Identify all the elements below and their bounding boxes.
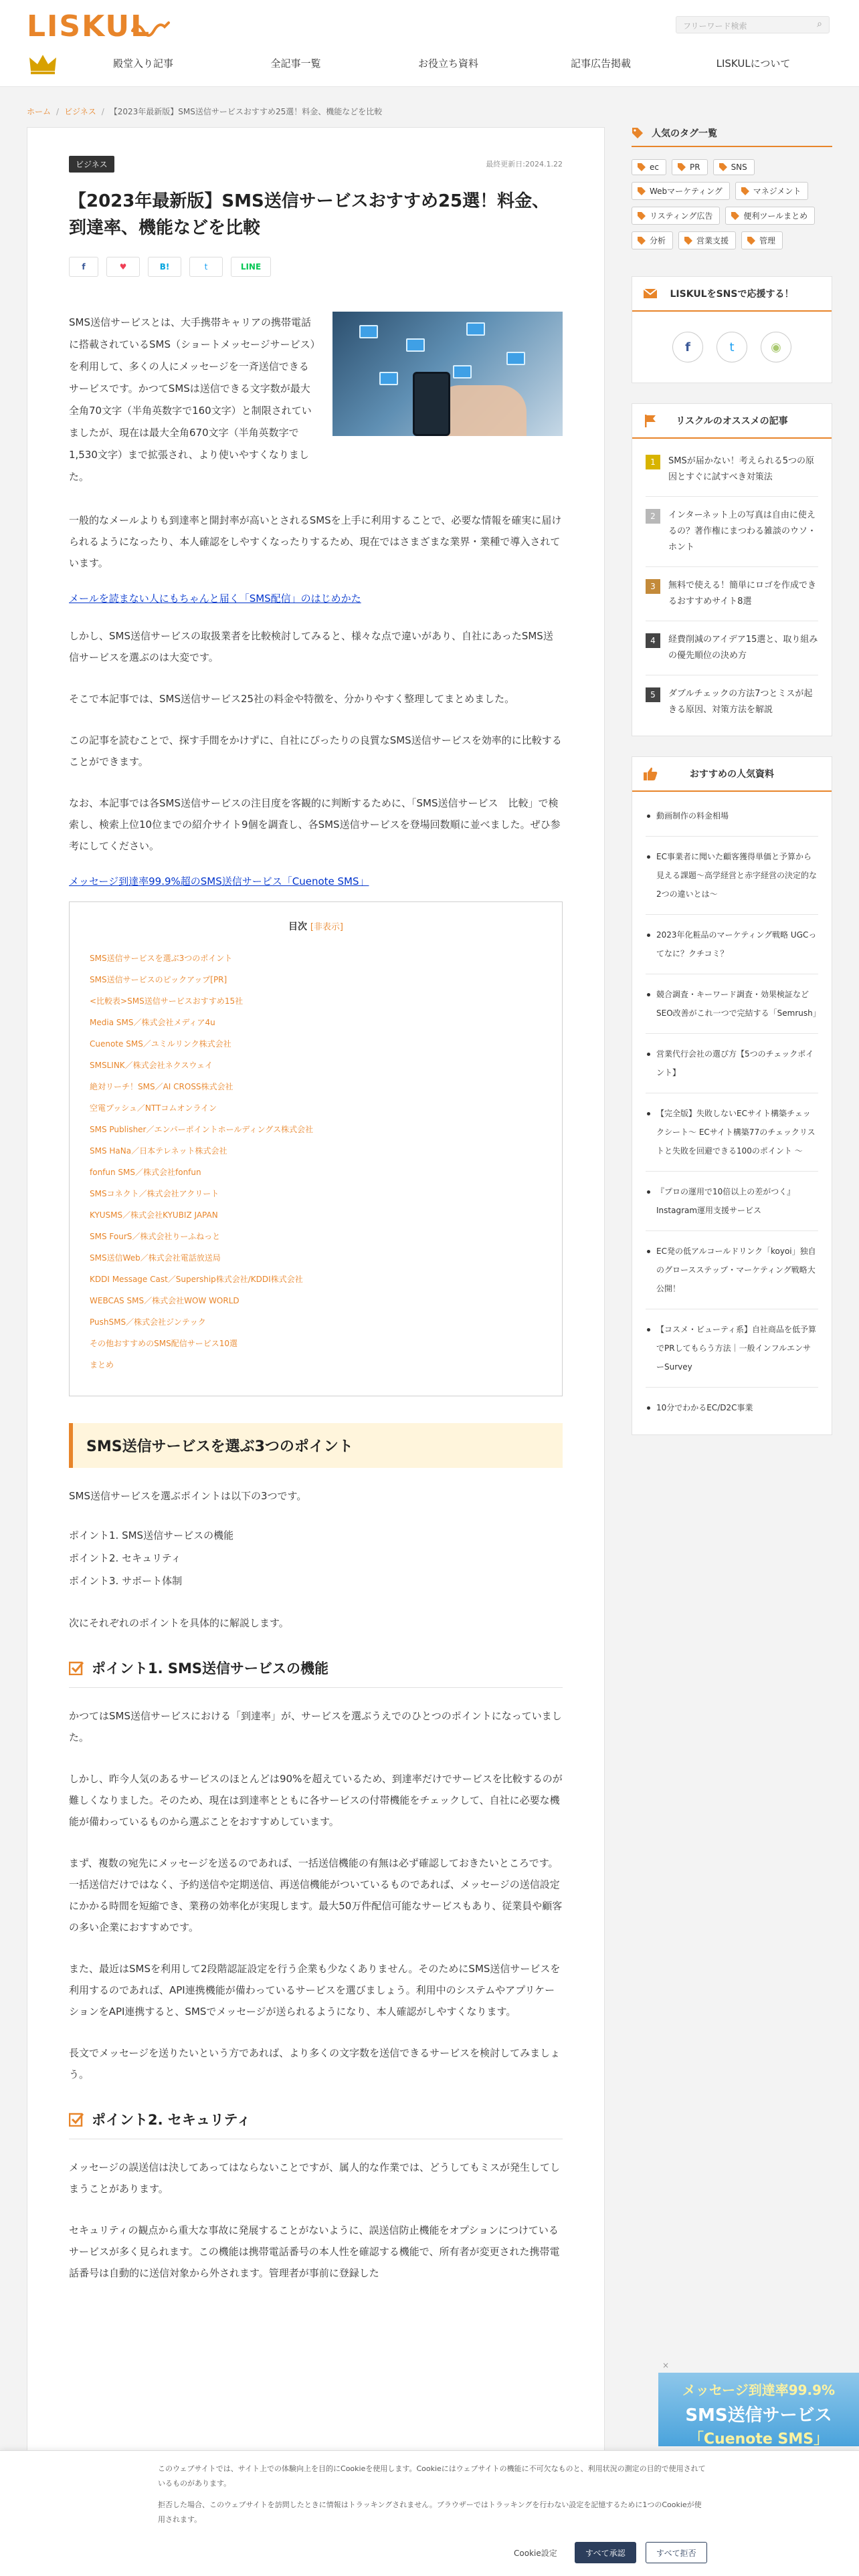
rank-badge: 1 [646, 455, 660, 469]
article-meta [69, 156, 563, 173]
rank-badge: 3 [646, 579, 660, 594]
nav-hall-of-fame[interactable]: 殿堂入り記事 [112, 58, 173, 70]
toc-item[interactable]: SMS送信Web／株式会社電話放送局 [90, 1253, 221, 1263]
ranking-item[interactable] [646, 567, 818, 621]
intro-text: SMS送信サービスとは、大手携帯キャリアの携帯電話に搭載されているSMS（ショートメッセージサービス）を利用して、多くの人にメッセージを一斉送信できるサービスです。かつてSMSは送信できる文字数が最大全角70文字（半角英数字で160文字）と制限されていましたが、現在は最大全角670文字（半角英数字で1,530文字）まで拡張され、より使いやすくなりました。 [69, 316, 316, 483]
toc-item[interactable]: SMS FourS／株式会社りーふねっと [90, 1231, 221, 1241]
document-item[interactable]: 動画制作の料金相場 [646, 796, 818, 837]
envelope-icon [379, 372, 398, 385]
paragraph: 一般的なメールよりも到達率と開封率が高いとされるSMSを上手に利用することで、必要な情報を確実に届けられるようになったり、本人確認をしやすくなったりするため、現在ではさまざまな業界・業種で導入されています。 [69, 514, 562, 569]
breadcrumb-separator: / [101, 107, 104, 116]
share-twitter-button[interactable]: t [189, 257, 223, 277]
tag-link[interactable] [735, 182, 809, 200]
toc-item[interactable]: Media SMS／株式会社メディア4u [90, 1017, 215, 1027]
tag-icon [678, 163, 686, 171]
crown-icon [28, 52, 58, 75]
envelope-icon [466, 322, 485, 336]
paragraph: また、最近はSMSを利用して2段階認証設定を行う企業も少なくありません。そのためにSMS送信サービスを利用するのであれば、API連携機能が備わっているサービスを選びましょう。利用中のシステムやアプリケーションをAPI連携すると、SMSでメッセージが送られるようになり、本人確認がしやすくなります。 [69, 1962, 561, 2018]
paragraph: まず、複数の宛先にメッセージを送るのであれば、一括送信機能の有無は必ず確認しておきたいところです。一括送信だけではなく、予約送信や定期送信、再送信機能がついているものであれば、メッセージの送信設定にかかる時間を短縮でき、業務の効率化が実現します。最大50万件配信可能なサービスもあり、従業員や顧客の多い企業におすすめです。 [69, 1856, 563, 1933]
flag-icon [643, 413, 658, 428]
social-follow-header [632, 277, 832, 312]
tag-icon [638, 163, 646, 171]
paragraph: メッセージの誤送信は決してあってはならないことですが、属人的な作業では、どうしてもミスが発生してしまうことがあります。 [69, 2161, 560, 2195]
search-placeholder: フリーワード検索 [683, 21, 747, 31]
tag-icon [638, 237, 646, 245]
tag-icon [638, 187, 646, 195]
tag-label: Webマーケティング [650, 187, 723, 196]
tag-icon [741, 187, 749, 195]
social-follow-title: LISKULをSNSで応援する！ [670, 289, 794, 300]
section-heading: SMS送信サービスを選ぶ3つのポイント [69, 1423, 563, 1468]
sms-guide-link[interactable]: メールを読まない人にもちゃんと届く「SMS配信」のはじめかた [69, 592, 361, 605]
cookie-settings-button[interactable]: Cookie設定 [514, 2548, 557, 2558]
document-item[interactable]: 営業代行会社の選び方【5つのチェックポイント】 [646, 1034, 818, 1093]
paragraph: しかし、昨今人気のあるサービスのほとんどは90%を超えているため、到達率だけでサービスを比較するのが難しくなりました。そのため、現在は到達率とともに各サービスの付帯機能をチェックして、自社に必要な機能が備わっているものから選ぶことをおすすめしています。 [69, 1772, 563, 1828]
nav-about[interactable]: LISKULについて [716, 58, 791, 70]
tag-link[interactable] [725, 207, 815, 225]
check-icon [69, 1660, 84, 1675]
toc-toggle-button[interactable]: [非表示] [310, 922, 344, 932]
rss-icon[interactable]: ◉ [761, 332, 791, 362]
cookie-text [158, 2462, 706, 2527]
tag-label: ec [650, 163, 659, 172]
hero-image [332, 312, 563, 436]
document-item[interactable]: 10分でわかるEC/D2C事業 [646, 1388, 818, 1428]
article [27, 127, 605, 2576]
share-facebook-button[interactable]: f [69, 257, 98, 277]
point-item: ポイント3. サポート体制 [69, 1574, 183, 1587]
cookie-consent-bar [0, 2450, 859, 2576]
social-buttons [632, 312, 832, 383]
tag-cloud [632, 147, 832, 256]
ranking-item[interactable] [646, 675, 818, 729]
logo-wave-icon [131, 20, 171, 40]
paragraph: この記事を読むことで、探す手間をかけずに、自社にぴったりの良質なSMS送信サービスを効率的に比較することができます。 [69, 734, 562, 768]
banner-line: SMS送信サービス [685, 2405, 832, 2426]
point-item: ポイント2. セキュリティ [69, 1551, 181, 1564]
breadcrumb [27, 106, 382, 117]
documents-list [632, 792, 832, 1434]
ranking-title: 経費削減のアイデア15選と、取り組みの優先順位の決め方 [668, 635, 818, 661]
tag-icon [719, 163, 727, 171]
popular-tags-title: 人気のタグ一覧 [652, 128, 717, 139]
toc-item[interactable]: WEBCAS SMS／株式会社WOW WORLD [90, 1295, 240, 1305]
tag-icon [638, 212, 646, 220]
ranking-item[interactable] [646, 621, 818, 675]
nav-documents[interactable]: お役立ち資料 [417, 58, 478, 70]
breadcrumb-category[interactable]: ビジネス [64, 107, 96, 116]
tag-link[interactable] [632, 159, 666, 175]
tag-link[interactable] [678, 231, 736, 249]
cuenote-link[interactable]: メッセージ到達率99.9%超のSMS送信サービス「Cuenote SMS」 [69, 875, 369, 887]
toc-item[interactable]: SMSLINK／株式会社ネクスウェイ [90, 1060, 213, 1070]
mail-icon [643, 286, 658, 301]
paragraph: セキュリティの観点から重大な事故に発展することがないように、誤送信防止機能をオプションにつけているサービスが多く見られます。この機能は携帯電話番号の本人性を確認する機能で、所有者が変更された携帯電話番号は自動的に送信対象から外されます。管理者が事前に登録した [69, 2224, 560, 2279]
tag-label: 分析 [650, 236, 666, 245]
twitter-icon[interactable]: t [717, 332, 747, 362]
toc-item[interactable]: KDDI Message Cast／Supership株式会社/KDDI株式会社 [90, 1274, 303, 1284]
tag-label: PR [689, 163, 700, 172]
share-buttons [69, 257, 563, 277]
toc-item[interactable]: fonfun SMS／株式会社fonfun [90, 1167, 201, 1177]
tag-label: リスティング広告 [650, 211, 713, 221]
document-item[interactable]: EC発の低アルコールドリンク「koyoi」独自のグロースステップ・マーケティング戦略大公開！ [646, 1231, 818, 1309]
toc-item[interactable]: Cuenote SMS／ユミルリンク株式会社 [90, 1039, 231, 1049]
banner-close-button[interactable]: × [662, 2361, 670, 2370]
toc-item[interactable]: SMS Publisher／エンパーポイントホールディングス株式会社 [90, 1124, 314, 1134]
envelope-icon [406, 338, 425, 352]
cookie-accept-all-button[interactable]: すべて承認 [575, 2542, 636, 2563]
toc-item[interactable]: その他おすすめのSMS配信サービス10選 [90, 1338, 237, 1348]
envelope-icon [359, 325, 378, 338]
popular-documents-box [632, 756, 832, 1435]
check-icon [69, 2112, 84, 2127]
tag-icon [747, 237, 755, 245]
ranking-item[interactable] [646, 443, 818, 497]
cookie-buttons [506, 2542, 707, 2563]
subsection-title: ポイント2. セキュリティ [92, 2111, 251, 2128]
ranking-list [632, 439, 832, 736]
breadcrumb-separator: / [56, 107, 60, 116]
tag-link[interactable] [713, 159, 755, 175]
updated-date: 最終更新日:2024.1.22 [486, 160, 563, 169]
cookie-paragraph: このウェブサイトでは、サイト上での体験向上を目的にCookieを使用します。Cookieにはウェブサイトの機能に不可欠なものと、利用状況の測定の目的で使用されているものがあります。 [158, 2464, 706, 2488]
ranking-title: 無料で使える！簡単にロゴを作成できるおすすめサイト8選 [668, 580, 817, 607]
social-follow-box [632, 276, 832, 383]
toc-header [90, 920, 542, 933]
paragraph: かつてはSMS送信サービスにおける「到達率」が、サービスを選ぶうえでのひとつのポイントになっていました。 [69, 1709, 562, 1743]
tag-icon [731, 212, 739, 220]
share-line-button[interactable]: LINE [231, 257, 271, 277]
tag-icon [684, 237, 692, 245]
search-icon[interactable]: ⌕ [817, 19, 822, 29]
document-item[interactable]: 【コスメ・ビューティ系】自社商品を低予算でPRしてもらう方法｜一般インフルエンサーSurvey [646, 1309, 818, 1388]
tag-link[interactable] [632, 182, 730, 200]
rank-badge: 4 [646, 633, 660, 648]
toc-item[interactable]: SMS送信サービスを選ぶ3つのポイント [90, 953, 233, 963]
toc-item[interactable]: SMS送信サービスのピックアップ[PR] [90, 974, 227, 984]
popular-tags-header [632, 120, 832, 147]
nav-ad-posting[interactable]: 記事広告掲載 [570, 58, 631, 70]
breadcrumb-home[interactable]: ホーム [27, 107, 52, 116]
document-item[interactable]: 競合調査・キーワード調査・効果検証などSEO改善がこれ一つで完結する「Semrush」 [646, 974, 818, 1034]
envelope-icon [453, 365, 472, 379]
recommended-articles-title: リスクルのオススメの記事 [676, 416, 788, 427]
cookie-reject-all-button[interactable]: すべて拒否 [646, 2542, 707, 2563]
nav-all-articles[interactable]: 全記事一覧 [270, 58, 321, 70]
toc-item[interactable]: KYUSMS／株式会社KYUBIZ JAPAN [90, 1210, 218, 1220]
category-badge[interactable]: ビジネス [69, 156, 114, 173]
document-item[interactable]: 2023年化粧品のマーケティング戦略 UGCってなに？クチコミ？ [646, 915, 818, 974]
tag-link[interactable] [632, 207, 720, 225]
banner-line: 「Cuenote SMS」 [688, 2431, 829, 2446]
envelope-icon [506, 352, 525, 365]
banner-line: メッセージ到達率99.9% [682, 2382, 836, 2398]
paragraph: しかし、SMS送信サービスの取扱業者を比較検討してみると、様々な点で違いがあり、自社にあったSMS送信サービスを選ぶのは大変です。 [69, 629, 553, 663]
article-title: 【2023年最新版】SMS送信サービスおすすめ25選！料金、到達率、機能などを比較 [69, 191, 550, 239]
toc-item[interactable]: SMSコネクト／株式会社アクリート [90, 1188, 219, 1198]
document-item[interactable]: EC事業者に聞いた顧客獲得単価と予算から見える課題〜高学経営と赤字経営の決定的な2つの違いとは〜 [646, 837, 818, 915]
rank-badge: 5 [646, 687, 660, 702]
paragraph: そこで本記事では、SMS送信サービス25社の料金や特徴を、分かりやすく整理してまとめました。 [69, 692, 515, 705]
tag-label: 便利ツールまとめ [743, 211, 808, 221]
document-item[interactable]: 『プロの運用で10倍以上の差がつく』Instagram運用支援サービス [646, 1172, 818, 1231]
thumbs-up-icon [643, 766, 658, 781]
paragraph: 次にそれぞれのポイントを具体的に解説します。 [69, 1616, 289, 1629]
ranking-title: SMSが届かない！考えられる5つの原因とすぐに試すべき対策法 [668, 456, 814, 482]
popular-documents-header [632, 757, 832, 792]
point-item: ポイント1. SMS送信サービスの機能 [69, 1529, 234, 1541]
tag-link[interactable] [741, 231, 783, 249]
global-nav [67, 56, 830, 70]
subsection-heading [69, 1658, 563, 1688]
toc-item[interactable]: <比較表>SMS送信サービスおすすめ15社 [90, 996, 244, 1006]
recommended-articles-box [632, 403, 832, 736]
subsection-title: ポイント1. SMS送信サービスの機能 [92, 1660, 329, 1677]
cuenote-ad-banner[interactable] [658, 2373, 859, 2446]
intro-section [69, 312, 563, 492]
paragraph: SMS送信サービスを選ぶポイントは以下の3つです。 [69, 1489, 307, 1502]
toc-item[interactable]: PushSMS／株式会社ジンテック [90, 1317, 206, 1327]
recommended-articles-header [632, 404, 832, 439]
table-of-contents [69, 901, 563, 1396]
points-list [69, 1524, 563, 1592]
tag-label: SNS [731, 163, 747, 172]
breadcrumb-current: 【2023年最新版】SMS送信サービスおすすめ25選！料金、機能などを比較 [109, 107, 383, 116]
facebook-icon[interactable]: f [672, 332, 703, 362]
tag-link[interactable] [672, 159, 708, 175]
search-input[interactable] [676, 16, 830, 33]
toc-title: 目次 [288, 921, 307, 932]
document-item[interactable]: 【完全版】失敗しないECサイト構築チェックシート〜 ECサイト構築77のチェックリストと失敗を回避できる100のポイント 〜 [646, 1093, 818, 1172]
toc-item[interactable]: 空電プッシュ／NTTコムオンライン [90, 1103, 217, 1113]
rank-badge: 2 [646, 509, 660, 524]
toc-item[interactable]: 絶対リーチ！SMS／AI CROSS株式会社 [90, 1081, 233, 1091]
toc-item[interactable]: まとめ [90, 1360, 114, 1370]
tag-label: 営業支援 [696, 236, 729, 245]
sidebar [632, 120, 832, 1435]
cookie-paragraph: 拒否した場合、このウェブサイトを訪問したときに情報はトラッキングされません。ブラウザーではトラッキングを行わない設定を記憶するために1つのCookieが使用されます。 [158, 2500, 702, 2524]
liskul-logo[interactable]: LISKUL [27, 9, 151, 43]
paragraph: 長文でメッセージを送りたいという方であれば、より多くの文字数を送信できるサービスを検討してみましょう。 [69, 2046, 561, 2080]
ranking-title: インターネット上の写真は自由に使えるの？著作権にまつわる雑談のウソ・ホント [668, 510, 817, 552]
toc-item[interactable]: SMS HaNa／日本テレネット株式会社 [90, 1146, 227, 1156]
share-pocket-button[interactable]: ♥ [106, 257, 140, 277]
site-header [0, 0, 859, 87]
tag-label: マネジメント [753, 187, 801, 196]
phone-shape [413, 372, 450, 436]
subsection-heading [69, 2109, 563, 2139]
ranking-item[interactable] [646, 497, 818, 567]
toc-list [90, 948, 542, 1376]
popular-documents-title: おすすめの人気資料 [689, 769, 775, 780]
tag-icon [632, 127, 644, 139]
tag-link[interactable] [632, 231, 673, 249]
ranking-title: ダブルチェックの方法7つとミスが起きる原因、対策方法を解説 [668, 689, 813, 715]
tag-label: 管理 [759, 236, 776, 245]
paragraph: なお、本記事では各SMS送信サービスの注目度を客観的に判断するために、「SMS送信サービス 比較」で検索し、検索上位10位までの紹介サイト9個を調査し、各SMS送信サービスを登場回数順に並べました。ぜひ参考にしてください。 [69, 796, 561, 852]
share-hatena-button[interactable]: B! [148, 257, 181, 277]
